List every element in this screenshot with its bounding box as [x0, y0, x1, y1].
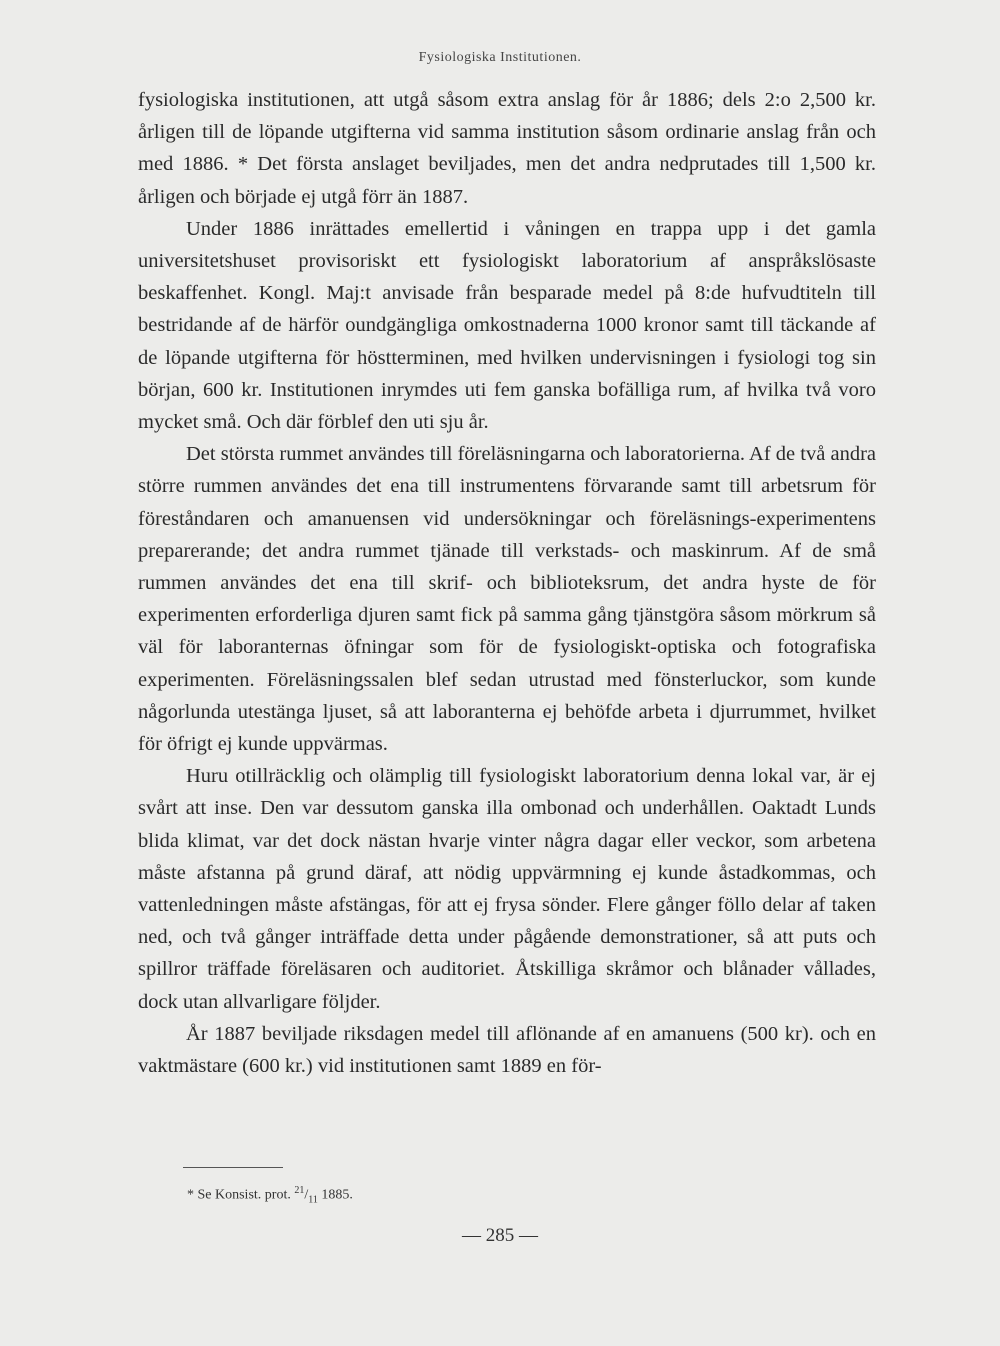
footnote: * Se Konsist. prot. $^{21}/_{11}$ 1885. — [187, 1185, 353, 1206]
paragraph-1: fysiologiska institutionen, att utgå såsom extra anslag för år 1886; dels 2:o 2,500 kr. årligen till de löpande utgifterna vid samma institution såsom ordinarie anslag från och med 1886. * Det första anslaget beviljades, men det andra nedprutades till 1,500 kr. årligen och började ej utgå förr än 1887. — [138, 89, 876, 208]
paragraph-5: År 1887 beviljade riksdagen medel till aflönande af en amanuens (500 kr). och en vaktmästare (600 kr.) vid institutionen samt 1889 en för- — [138, 1022, 876, 1078]
footnote-divider — [183, 1167, 283, 1168]
running-header: Fysiologiska Institutionen. — [418, 50, 582, 65]
footnote-year: 1885. — [321, 1187, 353, 1203]
paragraph-4: Huru otillräcklig och olämplig till fysiologiskt laboratorium denna lokal var, är ej svårt att inse. Den var dessutom ganska illa ombonad och underhållen. Oaktadt Lunds blida klimat, var det dock nästan hvarje vinter några dagar eller veckor, som arbetena måste afstanna på grund däraf, att nödig uppvärmning ej kunde åstadkommas, och vattenledningen måste afstängas, för att ej frysa sönder. Flere gånger föllo delar af taken ned, och två gånger inträffade detta under pågående demonstrationer, så att puts och spillror träffade föreläsaren och auditoriet. Åtskilliga skråmor och blånader vållades, dock utan allvarligare följder. — [138, 765, 876, 1013]
footnote-text: Se Konsist. prot. — [197, 1187, 291, 1203]
paragraph-2: Under 1886 inrättades emellertid i våningen en trappa upp i det gamla universitetshuset provisoriskt ett fysiologiskt laboratorium af anspråkslösaste beskaffenhet. Kongl. Maj:t anvisade från besparade medel på 8:de hufvudtiteln till bestridande af de härför oundgängliga omkostnaderna 1000 kronor samt till täckande af de löpande utgifterna för höstterminen, med hvilken undervisningen i fysiologi tog sin början, 600 kr. Institutionen inrymdes uti fem ganska bofälliga rum, af hvilka två voro mycket små. Och där förblef den uti sju år. — [138, 217, 876, 434]
footnote-date-month: 11 — [308, 1194, 318, 1206]
footnote-date-day: 21 — [294, 1185, 305, 1196]
paragraph-3: Det största rummet användes till föreläsningarna och laboratorierna. Af de två andra större rummen användes det ena till instrumentens förvarande samt till arbetsrum för föreståndaren och amanuensen vid undersökningar och föreläsnings-experimentens preparerande; det andra rummet tjänade till verkstads- och maskinrum. Af de små rummen användes det ena till skrif- och biblioteksrum, det andra hyste de för experimenten erforderliga djuren samt fick på samma gång tjänstgöra såsom mörkrum så väl för laboranternas öfningar som för de fysiologiskt-optiska och fotografiska experimenten. Föreläsningssalen blef sedan utrustad med fönsterluckor, som kunde någorlunda utestänga ljuset, så att laboranterna ej behöfde arbeta i djurrummet, hvilket för öfrigt ej kunde uppvärmas. — [138, 443, 876, 756]
page-number: — 285 — — [462, 1225, 538, 1246]
footnote-marker: * — [187, 1187, 194, 1203]
body-text — [138, 84, 876, 1082]
